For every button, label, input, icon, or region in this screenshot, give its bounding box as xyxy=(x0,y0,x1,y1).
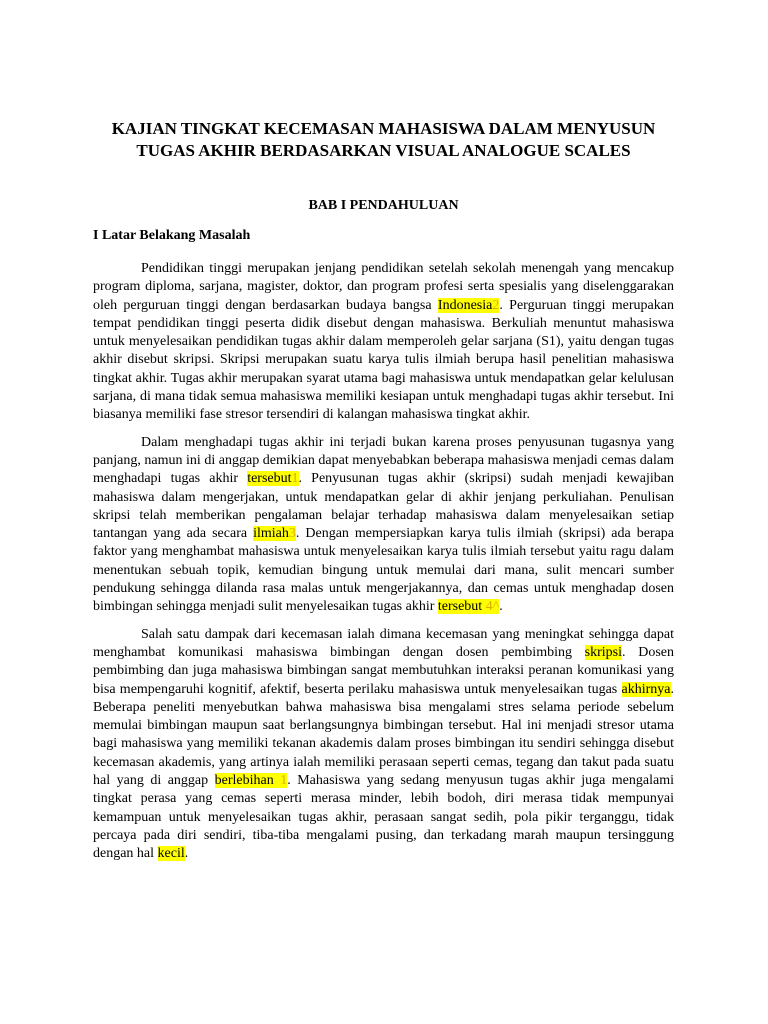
highlighted-word: berlebihan xyxy=(214,773,281,789)
highlighted-citation xyxy=(253,526,296,541)
citation-marker: 2 xyxy=(492,297,500,313)
paragraph-3 xyxy=(93,626,674,864)
paragraph-1 xyxy=(93,260,674,425)
section-heading: I Latar Belakang Masalah xyxy=(93,228,251,243)
paragraph-text: . xyxy=(184,846,189,862)
citation-marker: 1 xyxy=(291,471,299,487)
highlighted-word: kecil xyxy=(157,846,185,862)
highlighted-citation xyxy=(247,471,298,486)
paragraph-text: . Beberapa peneliti menyebutkan bahwa mahasiswa bisa mengalami stres selama periode sebelum memulai bimbingan maupun saat berlangsungnya bimbingan tersebut. Hal ini menjadi stresor utama bagi mahasiswa yang memiliki tekanan akademis dalam proses bimbingan itu sendiri sehingga disebut kecemasan akademis, yang artinya ialah memiliki perasaan seperti cemas, tegang dan takut pada suatu hal yang di anggap xyxy=(93,681,674,789)
paragraph-text: . Dengan mempersiapkan karya tulis ilmiah (skripsi) ada berapa faktor yang menghambat mahasiswa untuk menyelesaikan karya tulis ilmiah tersebut yaitu ragu dalam menentukan sebuah topik, kemudian bingung untuk memulai dari mana, sulit mencari sumber pendukung sehingga dilanda rasa malas untuk mengerjakannya, dan cemas untuk menghadap dosen bimbingan sehingga menjadi sulit menyelesaikan tugas akhir xyxy=(93,526,674,615)
highlighted-word: ilmiah xyxy=(253,526,289,542)
citation-marker: 3 xyxy=(288,526,296,542)
highlighted-citation xyxy=(438,298,499,313)
highlighted-citation xyxy=(438,599,499,614)
citation-marker: 4^ xyxy=(485,599,500,615)
paragraph-text: . Mahasiswa yang sedang menyusun tugas akhir juga mengalami tingkat perasa yang cemas seperti merasa minder, lebih bodoh, diri merasa tidak mempunyai kemampuan untuk menyelesaikan tugas akhir, perasaan sangat sedih, pola pikir terganggu, tidak percaya pada diri sendiri, tiba-tiba mengalami pusing, dan terkadang marah maupun tersinggung dengan hal xyxy=(93,773,674,862)
document-page xyxy=(93,118,674,864)
highlighted-citation xyxy=(215,773,288,788)
paragraph-text: . Perguruan tinggi merupakan tempat pendidikan tinggi peserta didik disebut dengan mahasiswa. Berkuliah menuntut mahasiswa untuk menyelesaikan pendidikan tugas akhir dalam memperoleh gelar sarjana (S1), yaitu dengan tugas akhir disebut skripsi. Skripsi merupakan suatu karya tulis ilmiah berupa hasil penelitian mahasiswa tingkat akhir. Tugas akhir merupakan syarat utama bagi mahasiswa untuk mendapatkan gelar kelulusan sarjana, di mana tidak semua mahasiswa memiliki kesiapan untuk menghadapi tugas akhir tersebut. Ini biasanya memiliki fase stresor tersendiri di kalangan mahasiswa tingkat akhir. xyxy=(93,297,674,423)
paragraph-text: Pendidikan tinggi merupakan jenjang pendidikan setelah sekolah menengah yang mencakup program diploma, sarjana, magister, doktor, dan program profesi serta spesialis yang diselenggarakan oleh perguruan tinggi dengan berdasarkan budaya bangsa xyxy=(93,261,674,313)
highlighted-word: akhirnya xyxy=(621,681,671,697)
document-title: KAJIAN TINGKAT KECEMASAN MAHASISWA DALAM MENYUSUN TUGAS AKHIR BERDASARKAN VISUAL ANALOGUE SCALES xyxy=(111,119,656,160)
highlighted-word: tersebut xyxy=(247,471,292,487)
highlighted-word: Indonesia xyxy=(437,297,493,313)
citation-marker: 1 xyxy=(280,773,288,789)
paragraph-text: . Penyusunan tugas akhir (skripsi) sudah menjadi kewajiban mahasiswa dalam mengerjakan, untuk mendapatkan gelar di akhir jenjang perkuliahan. Penulisan skripsi telah memberikan pengalaman belajar terhadap mahasiswa dalam menyelesaikan setiap tantangan yang ada secara xyxy=(93,471,674,542)
paragraph-text: . Dosen pembimbing dan juga mahasiswa bimbingan sangat membutuhkan interaksi peranan komunikasi yang bisa mempengaruhi kognitif, afektif, beserta perilaku mahasiswa untuk menyelesaikan tugas xyxy=(93,644,674,697)
paragraph-text: . xyxy=(499,599,503,615)
paragraph-text: Salah satu dampak dari kecemasan ialah dimana kecemasan yang meningkat sehingga dapat menghambat komunikasi mahasiswa bimbingan dengan dosen pembimbing xyxy=(93,626,674,660)
highlighted-word: tersebut xyxy=(437,599,486,615)
paragraph-2 xyxy=(93,434,674,617)
highlighted-word: skripsi xyxy=(584,644,623,660)
paragraph-text: Dalam menghadapi tugas akhir ini terjadi bukan karena proses penyusunan tugasnya yang panjang, namun ini di anggap demikian dapat menyebabkan beberapa mahasiswa menjadi cemas dalam menghadapi tugas akhir xyxy=(93,434,674,487)
chapter-heading: BAB I PENDAHULUAN xyxy=(308,198,459,213)
